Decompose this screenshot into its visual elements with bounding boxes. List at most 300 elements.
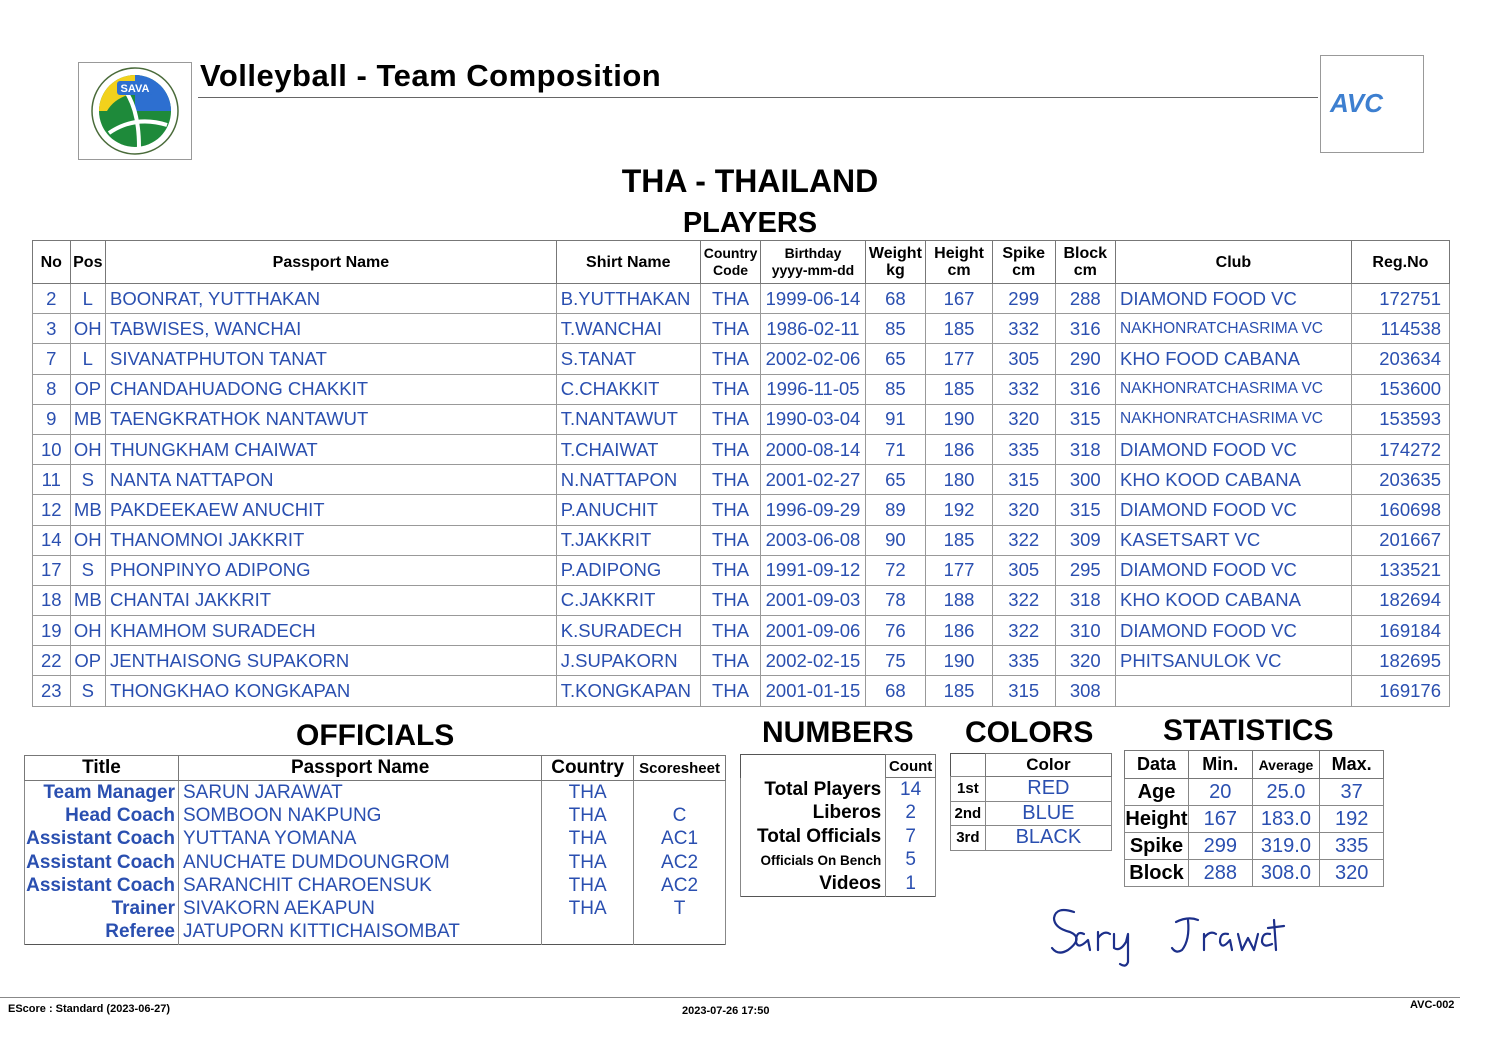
player-weight: 85 <box>865 374 926 404</box>
player-row <box>33 616 1450 646</box>
player-shirt-name: P.ADIPONG <box>556 555 700 585</box>
player-pos: MB <box>70 495 105 525</box>
player-club: DIAMOND FOOD VC <box>1116 284 1352 314</box>
player-shirt-name: K.SURADECH <box>556 616 700 646</box>
numbers-label: Total Officials <box>741 825 886 849</box>
officials-table <box>24 755 726 945</box>
numbers-section-title: NUMBERS <box>762 716 914 749</box>
player-spike: 322 <box>992 585 1055 615</box>
player-row <box>33 465 1450 495</box>
player-weight: 65 <box>865 465 926 495</box>
col-color: Color <box>985 754 1111 777</box>
player-passport-name: PAKDEEKAEW ANUCHIT <box>106 495 557 525</box>
numbers-label: Videos <box>741 872 886 896</box>
player-regno: 153600 <box>1351 374 1449 404</box>
player-country: THA <box>700 344 761 374</box>
official-title: Assistant Coach <box>25 828 179 851</box>
player-height: 190 <box>926 404 993 434</box>
numbers-row <box>741 825 936 849</box>
player-no: 7 <box>33 344 71 374</box>
col-weight: Weight kg <box>865 241 926 284</box>
player-pos: OP <box>70 646 105 676</box>
player-shirt-name: B.YUTTHAKAN <box>556 284 700 314</box>
col-pos: Pos <box>70 241 105 284</box>
player-spike: 315 <box>992 465 1055 495</box>
footer-software: EScore : Standard (2023-06-27) <box>8 1003 171 1015</box>
col-no: No <box>33 241 71 284</box>
stat-label: Height <box>1125 806 1189 833</box>
player-shirt-name: C.JAKKRIT <box>556 585 700 615</box>
numbers-value: 14 <box>886 778 936 802</box>
player-birthday: 1999-06-14 <box>761 284 865 314</box>
player-row <box>33 404 1450 434</box>
player-club: DIAMOND FOOD VC <box>1116 495 1352 525</box>
color-row <box>951 777 1112 802</box>
col-birthday: Birthday yyyy-mm-dd <box>761 241 865 284</box>
player-club: NAKHONRATCHASRIMA VC <box>1116 404 1352 434</box>
player-passport-name: NANTA NATTAPON <box>106 465 557 495</box>
col-average: Average <box>1252 751 1320 779</box>
player-pos: OH <box>70 434 105 464</box>
player-shirt-name: S.TANAT <box>556 344 700 374</box>
player-country: THA <box>700 314 761 344</box>
player-regno: 114538 <box>1351 314 1449 344</box>
player-weight: 65 <box>865 344 926 374</box>
player-row <box>33 495 1450 525</box>
player-shirt-name: T.KONGKAPAN <box>556 676 700 706</box>
col-max: Max. <box>1320 751 1384 779</box>
color-order: 3rd <box>951 826 986 851</box>
player-country: THA <box>700 284 761 314</box>
player-shirt-name: C.CHAKKIT <box>556 374 700 404</box>
player-spike: 320 <box>992 495 1055 525</box>
numbers-value: 1 <box>886 872 936 896</box>
statistics-row <box>1125 833 1384 860</box>
logo-text: SAVA <box>120 83 150 95</box>
player-block: 308 <box>1055 676 1116 706</box>
avc-logo-text: AVC <box>1330 88 1383 118</box>
player-height: 185 <box>926 374 993 404</box>
stat-label: Spike <box>1125 833 1189 860</box>
player-row <box>33 585 1450 615</box>
player-regno: 160698 <box>1351 495 1449 525</box>
col-regno: Reg.No <box>1351 241 1449 284</box>
player-no: 9 <box>33 404 71 434</box>
player-passport-name: TAENGKRATHOK NANTAWUT <box>106 404 557 434</box>
player-country: THA <box>700 434 761 464</box>
numbers-row <box>741 872 936 896</box>
col-official-country: Country <box>542 756 634 781</box>
player-shirt-name: N.NATTAPON <box>556 465 700 495</box>
player-height: 186 <box>926 616 993 646</box>
player-pos: MB <box>70 585 105 615</box>
stat-max: 37 <box>1320 779 1384 806</box>
player-club: NAKHONRATCHASRIMA VC <box>1116 314 1352 344</box>
player-height: 186 <box>926 434 993 464</box>
player-no: 3 <box>33 314 71 344</box>
color-value: RED <box>985 777 1111 802</box>
player-row <box>33 374 1450 404</box>
stat-label: Age <box>1125 779 1189 806</box>
player-weight: 90 <box>865 525 926 555</box>
team-title: THA - THAILAND <box>621 163 879 199</box>
player-spike: 332 <box>992 374 1055 404</box>
player-shirt-name: T.JAKKRIT <box>556 525 700 555</box>
player-weight: 91 <box>865 404 926 434</box>
official-name: ANUCHATE DUMDOUNGROM <box>178 851 541 874</box>
player-passport-name: BOONRAT, YUTTHAKAN <box>106 284 557 314</box>
player-pos: MB <box>70 404 105 434</box>
official-name: SARUN JARAWAT <box>178 781 541 805</box>
player-passport-name: THONGKHAO KONGKAPAN <box>106 676 557 706</box>
player-birthday: 1986-02-11 <box>761 314 865 344</box>
color-order: 2nd <box>951 801 986 826</box>
statistics-row <box>1125 779 1384 806</box>
player-birthday: 2002-02-15 <box>761 646 865 676</box>
colors-table <box>950 753 1112 851</box>
official-title: Assistant Coach <box>25 874 179 897</box>
player-spike: 305 <box>992 344 1055 374</box>
official-country: THA <box>542 828 634 851</box>
player-no: 10 <box>33 434 71 464</box>
official-scoresheet: AC1 <box>634 828 726 851</box>
player-block: 318 <box>1055 434 1116 464</box>
player-height: 180 <box>926 465 993 495</box>
statistics-section-title: STATISTICS <box>1163 714 1334 747</box>
player-shirt-name: P.ANUCHIT <box>556 495 700 525</box>
stat-min: 167 <box>1188 806 1252 833</box>
numbers-header-row <box>741 755 936 778</box>
player-passport-name: CHANTAI JAKKRIT <box>106 585 557 615</box>
player-spike: 332 <box>992 314 1055 344</box>
player-no: 22 <box>33 646 71 676</box>
player-weight: 85 <box>865 314 926 344</box>
player-shirt-name: T.NANTAWUT <box>556 404 700 434</box>
player-country: THA <box>700 465 761 495</box>
player-passport-name: JENTHAISONG SUPAKORN <box>106 646 557 676</box>
player-regno: 203634 <box>1351 344 1449 374</box>
player-block: 310 <box>1055 616 1116 646</box>
statistics-row <box>1125 860 1384 887</box>
official-title: Referee <box>25 921 179 945</box>
numbers-label: Liberos <box>741 802 886 826</box>
player-shirt-name: J.SUPAKORN <box>556 646 700 676</box>
player-pos: OH <box>70 616 105 646</box>
player-regno: 133521 <box>1351 555 1449 585</box>
players-header-row <box>33 241 1450 284</box>
player-pos: S <box>70 676 105 706</box>
official-row <box>25 874 726 897</box>
stat-min: 20 <box>1188 779 1252 806</box>
player-row <box>33 555 1450 585</box>
page-title: Volleyball - Team Composition <box>200 58 662 93</box>
col-passport-name: Passport Name <box>106 241 557 284</box>
colors-section-title: COLORS <box>965 716 1094 749</box>
official-title: Head Coach <box>25 804 179 827</box>
official-scoresheet: T <box>634 897 726 920</box>
player-no: 17 <box>33 555 71 585</box>
color-row <box>951 826 1112 851</box>
player-passport-name: PHONPINYO ADIPONG <box>106 555 557 585</box>
official-country: THA <box>542 897 634 920</box>
official-scoresheet: AC2 <box>634 874 726 897</box>
player-spike: 320 <box>992 404 1055 434</box>
official-name: SIVAKORN AEKAPUN <box>178 897 541 920</box>
player-block: 316 <box>1055 314 1116 344</box>
player-country: THA <box>700 525 761 555</box>
col-spike: Spike cm <box>992 241 1055 284</box>
statistics-header-row <box>1125 751 1384 779</box>
player-spike: 305 <box>992 555 1055 585</box>
colors-header-row <box>951 754 1112 777</box>
numbers-value: 7 <box>886 825 936 849</box>
player-spike: 335 <box>992 646 1055 676</box>
player-block: 320 <box>1055 646 1116 676</box>
officials-header-row <box>25 756 726 781</box>
official-row <box>25 828 726 851</box>
numbers-row <box>741 778 936 802</box>
player-block: 300 <box>1055 465 1116 495</box>
player-shirt-name: T.WANCHAI <box>556 314 700 344</box>
player-club <box>1116 676 1352 706</box>
player-birthday: 2001-02-27 <box>761 465 865 495</box>
official-row <box>25 897 726 920</box>
player-shirt-name: T.CHAIWAT <box>556 434 700 464</box>
player-weight: 72 <box>865 555 926 585</box>
player-country: THA <box>700 646 761 676</box>
numbers-label: Total Players <box>741 778 886 802</box>
stat-average: 308.0 <box>1252 860 1320 887</box>
player-block: 315 <box>1055 404 1116 434</box>
col-shirt-name: Shirt Name <box>556 241 700 284</box>
player-weight: 78 <box>865 585 926 615</box>
player-row <box>33 284 1450 314</box>
player-country: THA <box>700 374 761 404</box>
player-block: 290 <box>1055 344 1116 374</box>
player-row <box>33 314 1450 344</box>
player-spike: 322 <box>992 616 1055 646</box>
title-divider <box>198 97 1318 98</box>
official-name: SOMBOON NAKPUNG <box>178 804 541 827</box>
player-pos: OH <box>70 525 105 555</box>
stat-average: 25.0 <box>1252 779 1320 806</box>
player-regno: 203635 <box>1351 465 1449 495</box>
player-club: NAKHONRATCHASRIMA VC <box>1116 374 1352 404</box>
stat-min: 288 <box>1188 860 1252 887</box>
player-club: KHO KOOD CABANA <box>1116 585 1352 615</box>
player-block: 316 <box>1055 374 1116 404</box>
stat-label: Block <box>1125 860 1189 887</box>
player-regno: 174272 <box>1351 434 1449 464</box>
player-weight: 68 <box>865 676 926 706</box>
player-birthday: 1991-09-12 <box>761 555 865 585</box>
player-block: 315 <box>1055 495 1116 525</box>
player-height: 177 <box>926 555 993 585</box>
player-weight: 71 <box>865 434 926 464</box>
player-birthday: 2000-08-14 <box>761 434 865 464</box>
footer-divider <box>0 997 1460 998</box>
player-no: 23 <box>33 676 71 706</box>
player-no: 8 <box>33 374 71 404</box>
col-count: Count <box>886 755 936 778</box>
statistics-table <box>1124 750 1384 887</box>
player-weight: 75 <box>865 646 926 676</box>
player-country: THA <box>700 404 761 434</box>
player-spike: 299 <box>992 284 1055 314</box>
stat-max: 192 <box>1320 806 1384 833</box>
col-data: Data <box>1125 751 1189 779</box>
player-height: 177 <box>926 344 993 374</box>
players-table <box>32 240 1450 707</box>
player-height: 167 <box>926 284 993 314</box>
numbers-value: 2 <box>886 802 936 826</box>
footer-timestamp: 2023-07-26 17:50 <box>682 1005 770 1017</box>
official-name: JATUPORN KITTICHAISOMBAT <box>178 921 541 945</box>
col-block: Block cm <box>1055 241 1116 284</box>
official-row <box>25 921 726 945</box>
player-country: THA <box>700 616 761 646</box>
color-order: 1st <box>951 777 986 802</box>
player-birthday: 2001-01-15 <box>761 676 865 706</box>
statistics-row <box>1125 806 1384 833</box>
player-birthday: 2001-09-06 <box>761 616 865 646</box>
player-club: DIAMOND FOOD VC <box>1116 434 1352 464</box>
player-no: 2 <box>33 284 71 314</box>
player-club: DIAMOND FOOD VC <box>1116 555 1352 585</box>
player-birthday: 2003-06-08 <box>761 525 865 555</box>
player-pos: S <box>70 465 105 495</box>
officials-section-title: OFFICIALS <box>296 719 455 752</box>
color-value: BLUE <box>985 801 1111 826</box>
player-regno: 201667 <box>1351 525 1449 555</box>
official-country: THA <box>542 804 634 827</box>
player-pos: OH <box>70 314 105 344</box>
player-spike: 315 <box>992 676 1055 706</box>
player-no: 11 <box>33 465 71 495</box>
player-regno: 153593 <box>1351 404 1449 434</box>
col-min: Min. <box>1188 751 1252 779</box>
player-passport-name: THANOMNOI JAKKRIT <box>106 525 557 555</box>
player-club: KHO FOOD CABANA <box>1116 344 1352 374</box>
player-spike: 322 <box>992 525 1055 555</box>
stat-average: 319.0 <box>1252 833 1320 860</box>
sava-logo <box>78 62 192 160</box>
player-block: 295 <box>1055 555 1116 585</box>
handwritten-signature <box>1048 900 1288 975</box>
player-height: 192 <box>926 495 993 525</box>
player-regno: 182694 <box>1351 585 1449 615</box>
stat-average: 183.0 <box>1252 806 1320 833</box>
players-section-title: PLAYERS <box>682 207 818 239</box>
stat-max: 320 <box>1320 860 1384 887</box>
player-birthday: 2001-09-03 <box>761 585 865 615</box>
player-club: DIAMOND FOOD VC <box>1116 616 1352 646</box>
official-title: Trainer <box>25 897 179 920</box>
numbers-table <box>740 754 936 897</box>
player-passport-name: TABWISES, WANCHAI <box>106 314 557 344</box>
player-block: 318 <box>1055 585 1116 615</box>
official-name: SARANCHIT CHAROENSUK <box>178 874 541 897</box>
col-title: Title <box>25 756 179 781</box>
official-scoresheet: C <box>634 804 726 827</box>
official-scoresheet <box>634 921 726 945</box>
player-no: 14 <box>33 525 71 555</box>
player-regno: 169184 <box>1351 616 1449 646</box>
official-country: THA <box>542 851 634 874</box>
player-no: 19 <box>33 616 71 646</box>
player-birthday: 1990-03-04 <box>761 404 865 434</box>
player-no: 18 <box>33 585 71 615</box>
player-block: 309 <box>1055 525 1116 555</box>
player-country: THA <box>700 495 761 525</box>
player-height: 188 <box>926 585 993 615</box>
official-row <box>25 851 726 874</box>
player-regno: 172751 <box>1351 284 1449 314</box>
player-passport-name: CHANDAHUADONG CHAKKIT <box>106 374 557 404</box>
stat-min: 299 <box>1188 833 1252 860</box>
official-row <box>25 781 726 805</box>
player-birthday: 2002-02-06 <box>761 344 865 374</box>
numbers-label: Officials On Bench <box>741 849 886 873</box>
numbers-value: 5 <box>886 849 936 873</box>
player-row <box>33 525 1450 555</box>
player-country: THA <box>700 555 761 585</box>
official-row <box>25 804 726 827</box>
player-weight: 89 <box>865 495 926 525</box>
player-passport-name: THUNGKHAM CHAIWAT <box>106 434 557 464</box>
player-country: THA <box>700 676 761 706</box>
player-row <box>33 344 1450 374</box>
player-weight: 76 <box>865 616 926 646</box>
player-pos: S <box>70 555 105 585</box>
player-row <box>33 646 1450 676</box>
col-scoresheet: Scoresheet <box>634 756 726 781</box>
color-row <box>951 801 1112 826</box>
player-row <box>33 676 1450 706</box>
player-height: 190 <box>926 646 993 676</box>
col-country: Country Code <box>700 241 761 284</box>
player-block: 288 <box>1055 284 1116 314</box>
player-birthday: 1996-09-29 <box>761 495 865 525</box>
official-country <box>542 921 634 945</box>
player-height: 185 <box>926 676 993 706</box>
player-pos: OP <box>70 374 105 404</box>
official-name: YUTTANA YOMANA <box>178 828 541 851</box>
player-spike: 335 <box>992 434 1055 464</box>
player-pos: L <box>70 284 105 314</box>
player-passport-name: KHAMHOM SURADECH <box>106 616 557 646</box>
player-country: THA <box>700 585 761 615</box>
col-club: Club <box>1116 241 1352 284</box>
player-birthday: 1996-11-05 <box>761 374 865 404</box>
official-country: THA <box>542 781 634 805</box>
player-pos: L <box>70 344 105 374</box>
col-height: Height cm <box>926 241 993 284</box>
official-title: Team Manager <box>25 781 179 805</box>
player-club: KASETSART VC <box>1116 525 1352 555</box>
player-weight: 68 <box>865 284 926 314</box>
official-country: THA <box>542 874 634 897</box>
official-scoresheet: AC2 <box>634 851 726 874</box>
player-height: 185 <box>926 314 993 344</box>
numbers-row <box>741 849 936 873</box>
player-row <box>33 434 1450 464</box>
col-official-name: Passport Name <box>178 756 541 781</box>
footer-form-code: AVC-002 <box>1410 999 1455 1011</box>
numbers-row <box>741 802 936 826</box>
color-value: BLACK <box>985 826 1111 851</box>
player-passport-name: SIVANATPHUTON TANAT <box>106 344 557 374</box>
